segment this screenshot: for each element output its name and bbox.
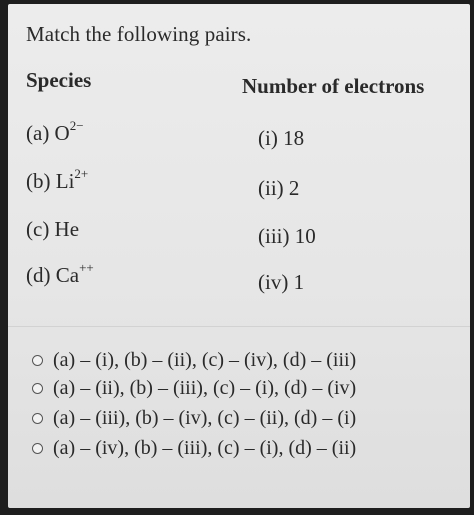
species-item-a <box>26 120 84 146</box>
species-label: (c) He <box>26 217 80 241</box>
answer-option-2[interactable] <box>32 375 356 401</box>
species-label: (b) Li <box>26 169 75 193</box>
species-label: (a) O <box>26 121 70 145</box>
answer-option-4[interactable] <box>32 435 356 461</box>
electrons-item-iii: (iii) 10 <box>258 224 316 248</box>
electrons-item-iv: (iv) 1 <box>258 270 305 294</box>
answer-option-3[interactable] <box>32 405 356 431</box>
answer-option-label: (a) – (iii), (b) – (iv), (c) – (ii), (d) – (i) <box>53 406 357 429</box>
answer-option-label: (a) – (ii), (b) – (iii), (c) – (i), (d) – (iv) <box>53 376 357 399</box>
radio-button-icon[interactable] <box>32 383 43 394</box>
electrons-header: Number of electrons <box>242 74 425 98</box>
electrons-item-i: (i) 18 <box>258 126 305 150</box>
species-item-d <box>26 262 94 288</box>
question-card <box>8 4 470 508</box>
radio-button-icon[interactable] <box>32 413 43 424</box>
question-section <box>8 4 470 324</box>
species-label: (d) Ca <box>26 263 80 287</box>
species-item-c <box>26 216 79 242</box>
species-charge: ++ <box>79 260 94 275</box>
species-header: Species <box>26 68 92 92</box>
electrons-item-ii: (ii) 2 <box>258 176 300 200</box>
species-charge: 2− <box>69 118 84 133</box>
radio-button-icon[interactable] <box>32 355 43 366</box>
answer-option-1[interactable] <box>32 347 356 373</box>
species-item-b <box>26 168 88 194</box>
answer-option-label: (a) – (iv), (b) – (iii), (c) – (i), (d) – (ii) <box>53 436 357 459</box>
section-divider <box>8 326 470 327</box>
answer-option-label: (a) – (i), (b) – (ii), (c) – (iv), (d) – (iii) <box>53 348 357 371</box>
radio-button-icon[interactable] <box>32 443 43 454</box>
question-text: Match the following pairs. <box>26 22 252 46</box>
species-charge: 2+ <box>74 166 89 181</box>
